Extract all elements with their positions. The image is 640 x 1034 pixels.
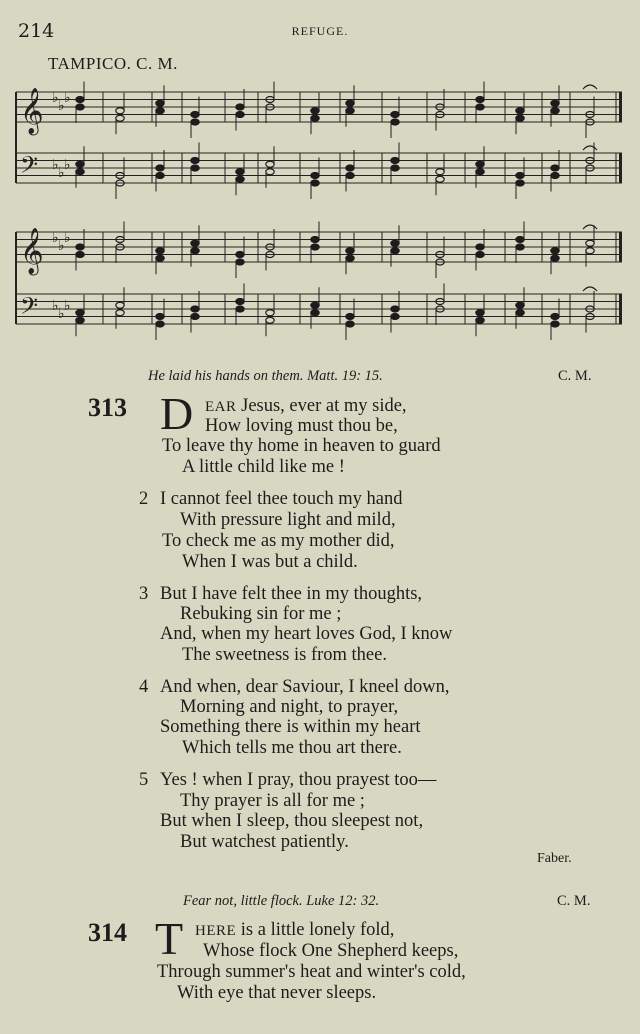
stanza-5-number: 5 (139, 770, 149, 790)
note-head (236, 176, 244, 182)
note-head (156, 321, 164, 327)
note-head (551, 108, 559, 114)
svg-text:♭: ♭ (58, 165, 65, 181)
note-head (191, 112, 199, 118)
note-head (516, 237, 524, 243)
note-head (191, 165, 199, 171)
note-head (476, 244, 484, 250)
note-head (76, 310, 84, 316)
note-head (236, 169, 244, 175)
note-head (236, 299, 244, 305)
note-head (516, 115, 524, 121)
note-head (311, 310, 319, 316)
note-head (191, 240, 199, 246)
page-number: 214 (18, 20, 55, 42)
svg-text:♭: ♭ (58, 238, 65, 254)
stanza-3-line-2: Rebuking sin for me ; (180, 604, 342, 624)
note-head (551, 321, 559, 327)
note-head (191, 119, 199, 125)
note-head (436, 176, 444, 182)
note-head (236, 259, 244, 265)
note-head (191, 306, 199, 312)
stanza-4-number: 4 (139, 677, 149, 697)
note-head (116, 108, 124, 114)
note-head (346, 173, 354, 179)
note-head (76, 252, 84, 258)
tune-name: TAMPICO. C. M. (48, 54, 178, 73)
svg-text:♭: ♭ (64, 157, 71, 173)
fermata-icon (583, 287, 597, 291)
stanza-4-line-3: Something there is within my heart (160, 717, 421, 737)
note-head (236, 252, 244, 258)
stanza-1-line-4: A little child like me ! (182, 457, 345, 477)
stanza-5-line-3: But when I sleep, thou sleepest not, (160, 811, 424, 831)
note-head (476, 310, 484, 316)
note-head (266, 317, 274, 323)
note-head (476, 161, 484, 167)
stanza-4-line-4: Which tells me thou art there. (182, 738, 402, 758)
note-head (156, 248, 164, 254)
stanza-4-line-1: And when, dear Saviour, I kneel down, (160, 677, 450, 697)
svg-text:♭: ♭ (64, 90, 71, 106)
stanza-2-line-3: To check me as my mother did, (162, 531, 395, 551)
note-head (76, 169, 84, 175)
citation-313: He laid his hands on them. Matt. 19: 15. (148, 368, 383, 384)
fermata-icon (583, 146, 597, 150)
stanza-3-line-4: The sweetness is from thee. (182, 645, 387, 665)
dropcap-313: D (160, 388, 194, 439)
note-head (516, 180, 524, 186)
note-head (116, 302, 124, 308)
note-head (311, 237, 319, 243)
note-head (516, 310, 524, 316)
note-head (76, 104, 84, 110)
note-head (266, 161, 274, 167)
note-head (236, 112, 244, 118)
note-head (191, 158, 199, 164)
note-head (586, 240, 594, 246)
note-head (346, 321, 354, 327)
note-head (476, 317, 484, 323)
note-head (516, 108, 524, 114)
music-score (0, 0, 640, 360)
note-head (76, 317, 84, 323)
note-head (551, 314, 559, 320)
note-head (76, 161, 84, 167)
svg-text:♭: ♭ (52, 230, 59, 246)
stanza-2-line-2: With pressure light and mild, (180, 510, 396, 530)
note-head (551, 248, 559, 254)
note-head (391, 119, 399, 125)
stanza-2-line-1: I cannot feel thee touch my hand (160, 489, 403, 509)
author-313: Faber. (537, 851, 572, 866)
treble-clef-icon: 𝄞 (20, 88, 44, 134)
note-head (76, 244, 84, 250)
note-head (436, 169, 444, 175)
dropcap-314: T (155, 913, 184, 964)
stanza-3-line-3: And, when my heart loves God, I know (160, 624, 453, 644)
note-head (391, 112, 399, 118)
stanza-2-line-4: When I was but a child. (182, 552, 358, 572)
stanza-3-number: 3 (139, 584, 149, 604)
note-head (116, 310, 124, 316)
hymn-number-313: 313 (88, 393, 127, 422)
note-head (311, 180, 319, 186)
stanza-1-line-1: EAR Jesus, ever at my side, (205, 396, 407, 416)
note-head (156, 314, 164, 320)
stanza-4-line-2: Morning and night, to prayer, (180, 697, 399, 717)
note-head (191, 248, 199, 254)
note-head (391, 240, 399, 246)
note-head (156, 100, 164, 106)
note-head (346, 248, 354, 254)
note-head (551, 173, 559, 179)
svg-text:♭: ♭ (58, 98, 65, 114)
note-head (191, 314, 199, 320)
note-head (236, 306, 244, 312)
note-head (551, 100, 559, 106)
stanza-5-line-1: Yes ! when I pray, thou prayest too— (160, 770, 437, 790)
note-head (476, 104, 484, 110)
stanza-1-line-3: To leave thy home in heaven to guard (162, 436, 441, 456)
stanza-5-line-4: But watchest patiently. (180, 832, 349, 852)
hymn-314-line-1: HERE is a little lonely fold, (195, 920, 395, 940)
note-head (551, 255, 559, 261)
note-head (156, 165, 164, 171)
note-head (391, 314, 399, 320)
note-head (516, 244, 524, 250)
bass-clef-icon: 𝄢 (20, 292, 39, 325)
running-head: REFUGE. (291, 24, 349, 38)
note-head (236, 104, 244, 110)
note-head (391, 248, 399, 254)
note-head (476, 169, 484, 175)
note-head (551, 165, 559, 171)
note-head (311, 244, 319, 250)
note-head (391, 165, 399, 171)
note-head (476, 252, 484, 258)
note-head (346, 314, 354, 320)
note-head (311, 302, 319, 308)
meter-314: C. M. (557, 893, 591, 909)
svg-text:♭: ♭ (64, 298, 71, 314)
note-head (476, 97, 484, 103)
note-head (346, 108, 354, 114)
svg-text:♭: ♭ (64, 230, 71, 246)
note-head (156, 255, 164, 261)
note-head (266, 169, 274, 175)
note-head (516, 173, 524, 179)
treble-clef-icon: 𝄞 (20, 228, 44, 274)
note-head (346, 255, 354, 261)
note-head (516, 302, 524, 308)
note-head (311, 173, 319, 179)
fermata-icon (583, 225, 597, 229)
meter-313: C. M. (558, 368, 592, 384)
stanza-2-number: 2 (139, 489, 149, 509)
stanza-3-line-1: But I have felt thee in my thoughts, (160, 584, 423, 604)
note-head (586, 248, 594, 254)
note-head (346, 165, 354, 171)
svg-text:♭: ♭ (58, 306, 65, 322)
note-head (156, 173, 164, 179)
stanza-1-line-2: How loving must thou be, (205, 416, 398, 436)
note-head (266, 310, 274, 316)
svg-text:♭: ♭ (52, 90, 59, 106)
citation-314: Fear not, little flock. Luke 12: 32. (183, 893, 380, 909)
stanza-5-line-2: Thy prayer is all for me ; (180, 791, 365, 811)
hymn-314-line-2: Whose flock One Shepherd keeps, (203, 941, 459, 961)
note-head (391, 306, 399, 312)
hymn-number-314: 314 (88, 918, 127, 947)
note-head (391, 158, 399, 164)
note-head (311, 108, 319, 114)
svg-text:♭: ♭ (52, 298, 59, 314)
fermata-icon (583, 85, 597, 89)
first-word-rest-314: HERE (195, 923, 237, 939)
first-word-rest: EAR (205, 399, 237, 415)
hymn-314-line-4: With eye that never sleeps. (177, 983, 377, 1003)
note-head (156, 108, 164, 114)
note-head (346, 100, 354, 106)
bass-clef-icon: 𝄢 (20, 151, 39, 184)
hymn-314-line-3: Through summer's heat and winter's cold, (157, 962, 466, 982)
note-head (116, 115, 124, 121)
note-head (311, 115, 319, 121)
svg-text:♭: ♭ (52, 157, 59, 173)
note-head (76, 97, 84, 103)
